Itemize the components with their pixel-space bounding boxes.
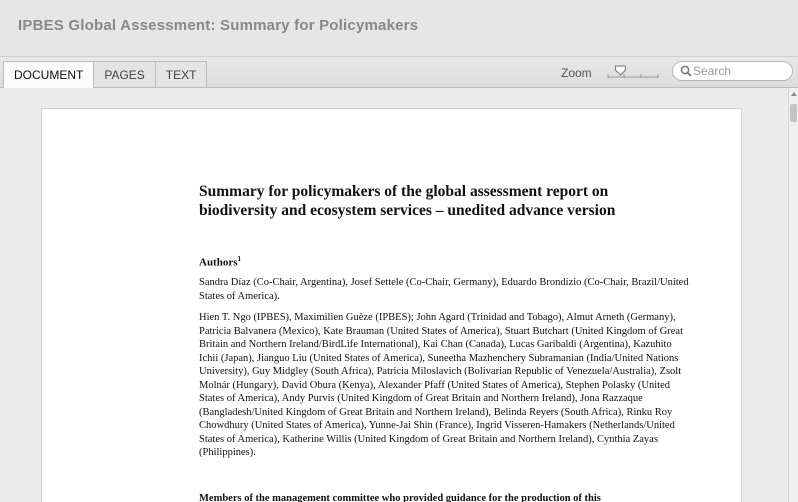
search-box[interactable] [672, 61, 793, 81]
footnote-marker: 1 [237, 255, 242, 263]
authors-paragraph: Hien T. Ngo (IPBES), Maximilien Guèze (IPBES); John Agard (Trinidad and Tobago), Almut Arneth (Germany), Patricia Balvanera (Mexico), Kate Brauman (United States of America), Stuart Butchart (United Kingdom of Great Britain and Northern Ireland/BirdLife International), Kai Chan (Canada), Lucas Garibaldi (Argentina), Kazuhito Ichii (Japan), Jianguo Liu (United States of America), Suneetha Mazhenchery Subramanian (India/United Nations University), Guy Midgley (South Africa), Patricia Miloslavich (Bolivarian Republic of Venezuela/Australia), Zsolt Molnár (Hungary), David Obura (Kenya), Alexander Pfaff (United States of America), Stephen Polasky (United States of America), Andy Purvis (United Kingdom of Great Britain and Northern Ireland), Jona Razzaque (Bangladesh/United Kingdom of Great Britain and Northern Ireland), Belinda Reyers (South Africa), Rinku Roy Chowdhury (United States of America), Yunne-Jai Shin (France), Ingrid Visseren-Hamakers (Netherlands/United States of America), Katherine Willis (United Kingdom of Great Britain and Northern Ireland), Cynthia Zayas (Philippines). [199, 312, 684, 458]
zoom-slider-thumb[interactable] [616, 66, 626, 75]
app-title: IPBES Global Assessment: Summary for Policymakers [18, 17, 419, 34]
scrollbar-thumb[interactable] [790, 104, 797, 122]
document-page [41, 108, 742, 502]
zoom-label: Zoom [561, 66, 592, 80]
co-chairs-paragraph: Sandra Díaz (Co-Chair, Argentina), Josef Settele (Co-Chair, Germany), Eduardo Brondízio (Co-Chair, Brazil/United States of America). [199, 277, 689, 302]
toolbar [0, 57, 798, 88]
document-viewer[interactable] [0, 88, 788, 502]
search-input[interactable] [693, 63, 789, 79]
document-title-line-2: biodiversity and ecosystem services – unedited advance version [199, 202, 616, 219]
document-title-line-1: Summary for policymakers of the global assessment report on [199, 183, 609, 200]
tab-pages[interactable]: PAGES [93, 61, 155, 87]
document-title [199, 182, 669, 220]
view-tabs [3, 61, 206, 88]
authors-heading: Authors$^1$ [199, 255, 242, 269]
tab-document[interactable]: DOCUMENT [3, 61, 94, 88]
vertical-scrollbar[interactable] [788, 88, 798, 502]
zoom-slider[interactable] [607, 65, 659, 79]
search-icon [680, 65, 692, 77]
scroll-up-arrow-icon[interactable] [790, 90, 798, 98]
committee-heading: Members of the management committee who provided guidance for the production of this [199, 493, 601, 502]
tab-text[interactable]: TEXT [155, 61, 208, 87]
title-bar [0, 0, 798, 57]
